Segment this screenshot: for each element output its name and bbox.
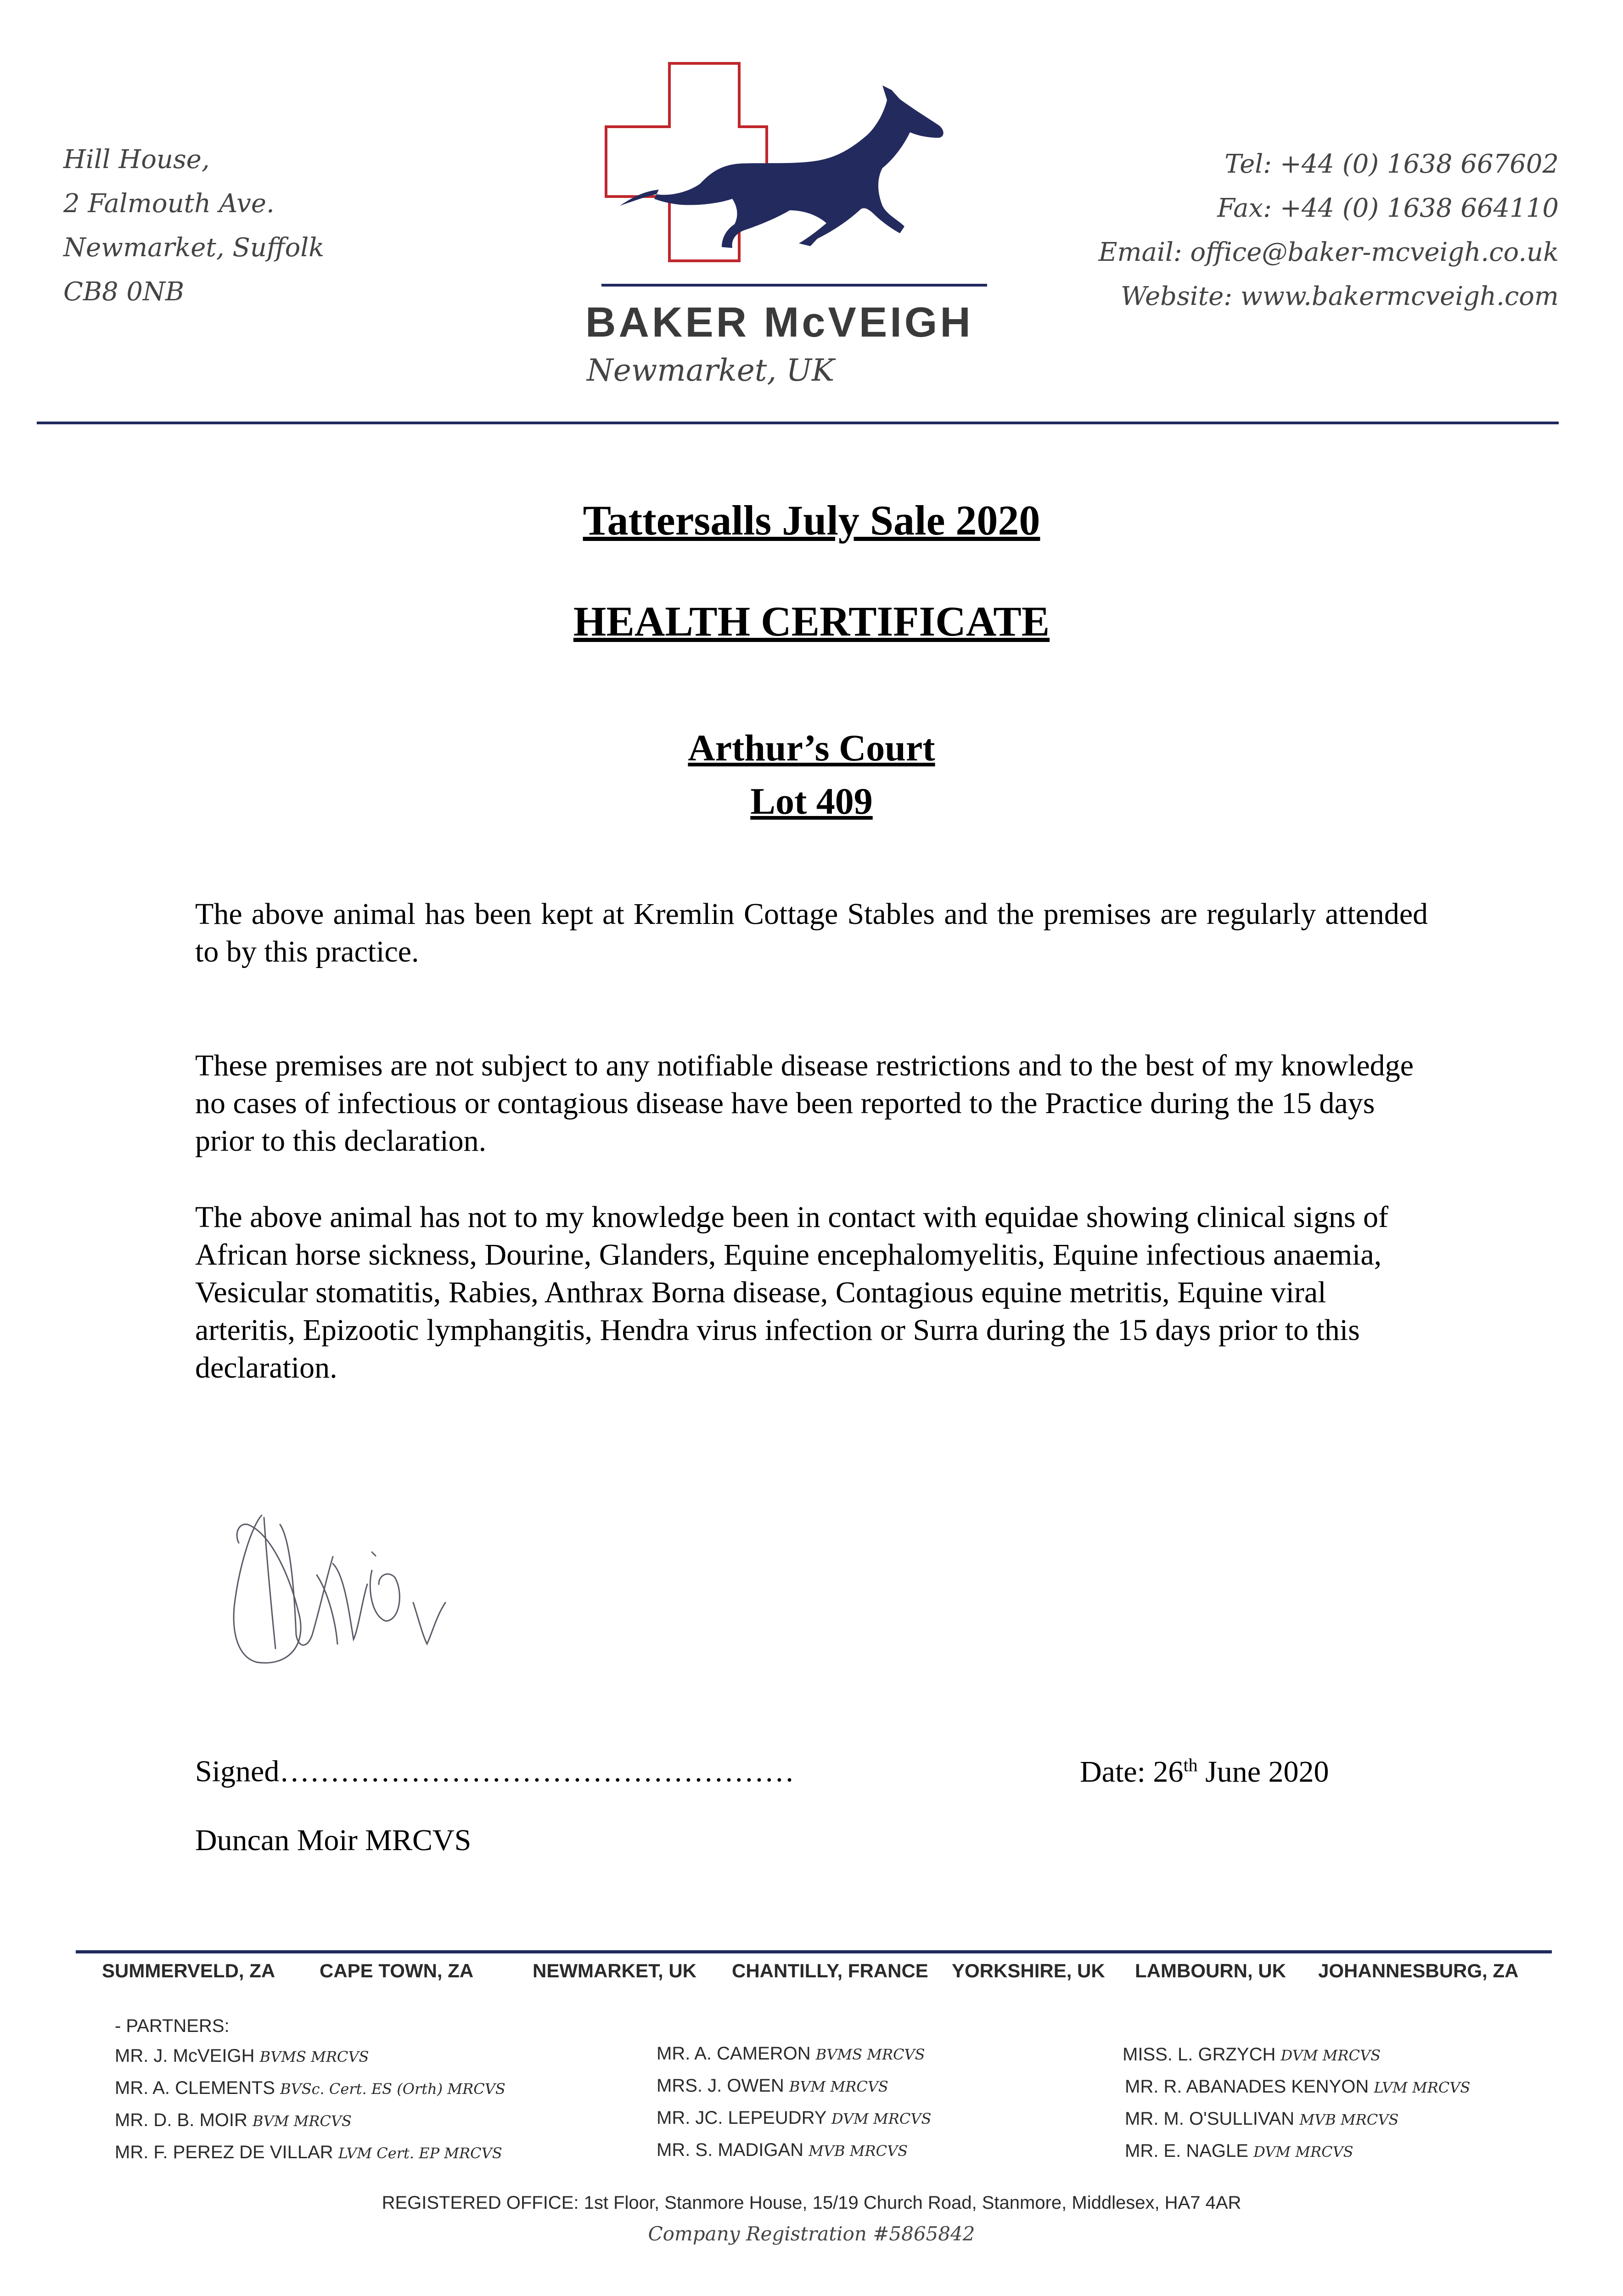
partner-name: MR. D. B. MOIR [115,2110,247,2130]
partner-name: MR. A. CLEMENTS [115,2078,275,2098]
location-cape-town: CAPE TOWN, ZA [320,1960,474,1981]
partner-name: MRS. J. OWEN [657,2076,784,2096]
partner-qualifications: BVM MRCVS [253,2112,352,2130]
handwritten-signature [220,1497,487,1690]
partner-qualifications: MVB MRCVS [809,2142,908,2160]
header-divider [37,422,1559,424]
partner-qualifications: DVM MRCVS [1280,2047,1381,2064]
date-suffix: June 2020 [1197,1755,1329,1789]
partner-entry [657,2076,888,2096]
date-prefix: Date: 26 [1080,1755,1184,1789]
partner-name: MR. JC. LEPEUDRY [657,2108,826,2128]
partner-qualifications: MVB MRCVS [1299,2111,1399,2128]
partner-name: MR. E. NAGLE [1125,2141,1248,2161]
partner-entry [657,2140,908,2161]
partner-entry [1125,2109,1398,2129]
logo-cross [606,63,767,261]
partner-entry [1125,2077,1470,2097]
signature-date [1080,1754,1329,1790]
location-newmarket: NEWMARKET, UK [533,1960,696,1981]
partner-name: MR. S. MADIGAN [657,2140,804,2160]
partner-qualifications: LVM Cert. EP MRCVS [338,2144,502,2162]
partner-name: MR. A. CAMERON [657,2043,811,2064]
email[interactable]: Email: office@baker-mcveigh.co.uk [1098,237,1559,267]
address-line: 2 Falmouth Ave. [63,189,275,219]
partner-name: MR. M. O'SULLIVAN [1125,2109,1295,2129]
location-summerveld: SUMMERVELD, ZA [102,1960,275,1981]
partner-entry [1123,2044,1381,2065]
practice-contact [1099,142,1559,319]
logo-rule [601,284,987,287]
address-line: Hill House, [63,145,210,174]
sale-title: Tattersalls July Sale 2020 [583,497,1040,544]
location-lambourn: LAMBOURN, UK [1135,1960,1286,1981]
certificate-title: HEALTH CERTIFICATE [573,598,1050,645]
company-registration: Company Registration #5865842 [648,2223,975,2245]
partner-qualifications: BVMS MRCVS [259,2048,369,2065]
fax: Fax: +44 (0) 1638 664110 [1217,193,1559,223]
baker-mcveigh-logo [601,59,987,307]
brand-name: BAKER McVEIGH [585,299,973,346]
partner-name: MR. F. PEREZ DE VILLAR [115,2142,333,2162]
brand-location: Newmarket, UK [587,353,835,388]
horse-name: Arthur’s Court [688,727,935,769]
signed-line: Signed…………………………………………… [195,1755,795,1788]
partner-qualifications: LVM MRCVS [1374,2079,1471,2096]
address-line: CB8 0NB [63,277,185,307]
practice-address [63,138,324,314]
phone: Tel: +44 (0) 1638 667602 [1224,149,1559,179]
partner-name: MISS. L. GRZYCH [1123,2044,1276,2065]
registered-office: REGISTERED OFFICE: 1st Floor, Stanmore House, 15/19 Church Road, Stanmore, Middlesex, HA7 4AR [382,2193,1241,2213]
partner-entry [115,2046,369,2066]
partners-label: - PARTNERS: [115,2016,230,2036]
paragraph-contact-declaration: The above animal has not to my knowledge been in contact with equidae showing clinical signs of African horse sickness, Dourine, Glanders, Equine encephalomyelitis, Equine infectious anaemia, Vesicular stomatitis, Rabies, Anthrax Borna disease, Contagious equine metritis, Equine viral arteritis, Epizootic lymphangitis, Hendra virus infection or Surra during the 15 days prior to this declaration. [195,1200,1389,1384]
location-chantilly: CHANTILLY, FRANCE [732,1960,928,1981]
partner-qualifications: BVSc. Cert. ES (Orth) MRCVS [280,2080,505,2098]
address-line: Newmarket, Suffolk [63,233,325,263]
location-yorkshire: YORKSHIRE, UK [952,1960,1105,1981]
partner-qualifications: BVMS MRCVS [815,2046,925,2063]
horse-icon [654,85,943,248]
footer-divider [76,1950,1552,1953]
location-johannesburg: JOHANNESBURG, ZA [1318,1960,1519,1981]
partner-qualifications: BVM MRCVS [789,2078,888,2095]
website[interactable]: Website: www.bakermcveigh.com [1120,281,1559,311]
partner-name: MR. J. McVEIGH [115,2046,255,2066]
partner-entry [115,2110,352,2131]
partner-entry [1125,2141,1353,2161]
partner-name: MR. R. ABANADES KENYON [1125,2077,1369,2097]
paragraph-premises: The above animal has been kept at Kremlin Cottage Stables and the premises are regularly attended to by this practice. [195,897,1428,968]
partner-entry [115,2142,502,2163]
date-ordinal: th [1183,1755,1198,1775]
partner-entry [657,2043,925,2064]
signatory-name: Duncan Moir MRCVS [195,1823,472,1857]
partner-qualifications: DVM MRCVS [831,2110,932,2127]
partner-entry [115,2078,505,2099]
lot-number: Lot 409 [750,780,873,822]
partner-qualifications: DVM MRCVS [1253,2143,1353,2161]
partner-entry [657,2108,931,2128]
paragraph-restrictions: These premises are not subject to any notifiable disease restrictions and to the best of my knowledge no cases of infectious or contagious disease have been reported to the Practice during the 15 days prior to this declaration. [195,1049,1414,1158]
